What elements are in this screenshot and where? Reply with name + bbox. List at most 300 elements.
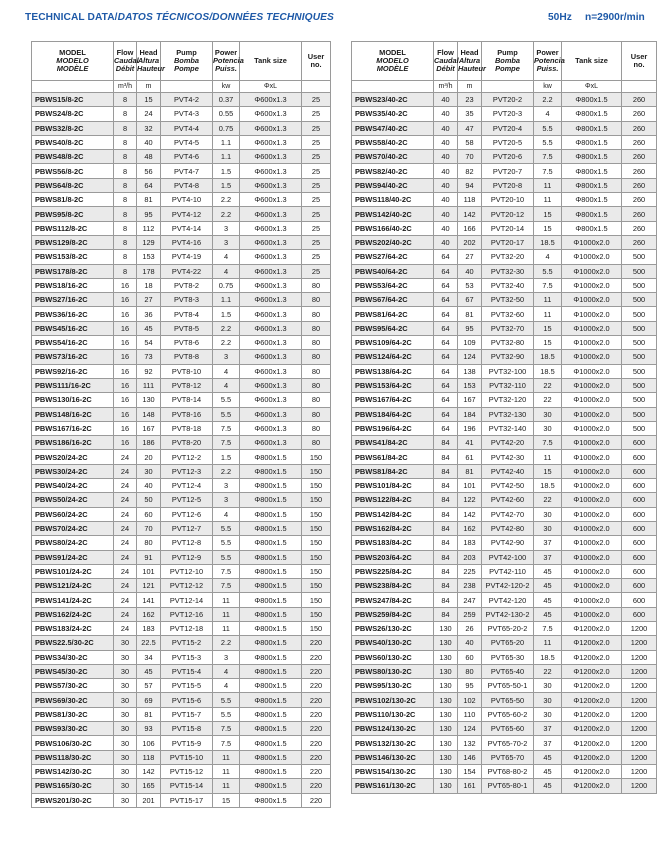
user-cell: 220 <box>302 722 331 736</box>
table-row <box>352 764 657 778</box>
header-head: Head Altura Hauteur <box>458 42 482 81</box>
frequency-label: 50Hz <box>548 12 572 23</box>
flow-cell: 130 <box>434 621 458 635</box>
tank-cell: Φ800x1.5 <box>240 479 302 493</box>
flow-cell: 130 <box>434 693 458 707</box>
flow-cell: 8 <box>114 221 137 235</box>
pump-cell: PVT12-6 <box>161 507 213 521</box>
user-cell: 80 <box>302 407 331 421</box>
table-row <box>352 693 657 707</box>
model-cell: PBWS18/16-2C <box>32 278 114 292</box>
user-cell: 600 <box>622 607 657 621</box>
pump-cell: PVT32-140 <box>482 421 534 435</box>
user-cell: 500 <box>622 364 657 378</box>
pump-cell: PVT15-14 <box>161 779 213 793</box>
head-cell: 102 <box>458 693 482 707</box>
model-cell: PBWS60/24-2C <box>32 507 114 521</box>
flow-cell: 40 <box>434 93 458 107</box>
head-cell: 32 <box>137 121 161 135</box>
pump-cell: PVT12-5 <box>161 493 213 507</box>
user-cell: 220 <box>302 707 331 721</box>
flow-cell: 130 <box>434 764 458 778</box>
head-cell: 53 <box>458 278 482 292</box>
pump-cell: PVT20-3 <box>482 107 534 121</box>
power-cell: 1.5 <box>213 307 240 321</box>
user-cell: 600 <box>622 450 657 464</box>
flow-cell: 64 <box>434 407 458 421</box>
model-cell: PBWS153/8-2C <box>32 250 114 264</box>
user-cell: 1200 <box>622 722 657 736</box>
model-cell: PBWS154/130-2C <box>352 764 434 778</box>
tank-cell: Φ600x1.3 <box>240 350 302 364</box>
table-row <box>32 164 331 178</box>
tank-cell: Φ1000x2.0 <box>562 278 622 292</box>
model-cell: PBWS122/84-2C <box>352 493 434 507</box>
head-cell: 45 <box>137 321 161 335</box>
head-cell: 142 <box>137 764 161 778</box>
tank-cell: Φ800x1.5 <box>240 636 302 650</box>
table-row <box>352 207 657 221</box>
head-cell: 58 <box>458 135 482 149</box>
table-row <box>352 307 657 321</box>
pump-cell: PVT65-40 <box>482 664 534 678</box>
table-row <box>32 521 331 535</box>
model-cell: PBWS22.5/30-2C <box>32 636 114 650</box>
power-cell: 3 <box>213 235 240 249</box>
pump-cell: PVT8-8 <box>161 350 213 364</box>
pump-cell: PVT8-5 <box>161 321 213 335</box>
head-cell: 23 <box>458 93 482 107</box>
user-cell: 600 <box>622 550 657 564</box>
tank-cell: Φ1200x2.0 <box>562 707 622 721</box>
pump-cell: PVT15-12 <box>161 764 213 778</box>
power-cell: 45 <box>534 750 562 764</box>
flow-cell: 24 <box>114 521 137 535</box>
tank-cell: Φ800x1.5 <box>562 93 622 107</box>
table-row <box>352 221 657 235</box>
pump-cell: PVT4-5 <box>161 135 213 149</box>
tank-cell: Φ1200x2.0 <box>562 779 622 793</box>
head-cell: 50 <box>137 493 161 507</box>
pump-cell: PVT8-10 <box>161 364 213 378</box>
table-row <box>32 779 331 793</box>
table-row <box>352 521 657 535</box>
tank-cell: Φ1000x2.0 <box>562 293 622 307</box>
table-row <box>352 479 657 493</box>
user-cell: 500 <box>622 293 657 307</box>
header-user: User no. <box>622 42 657 81</box>
power-cell: 7.5 <box>213 564 240 578</box>
flow-cell: 8 <box>114 250 137 264</box>
power-cell: 2.2 <box>534 93 562 107</box>
user-cell: 220 <box>302 779 331 793</box>
model-cell: PBWS50/24-2C <box>32 493 114 507</box>
flow-cell: 64 <box>434 278 458 292</box>
tank-cell: Φ800x1.5 <box>240 493 302 507</box>
model-cell: PBWS81/84-2C <box>352 464 434 478</box>
table-row <box>32 564 331 578</box>
flow-cell: 8 <box>114 107 137 121</box>
tank-cell: Φ600x1.3 <box>240 307 302 321</box>
table-row <box>32 707 331 721</box>
pump-cell: PVT12-7 <box>161 521 213 535</box>
head-cell: 196 <box>458 421 482 435</box>
model-cell: PBWS153/64-2C <box>352 378 434 392</box>
table-row <box>352 178 657 192</box>
header-pump: Pump Bomba Pompe <box>482 42 534 81</box>
flow-cell: 24 <box>114 450 137 464</box>
head-cell: 40 <box>458 264 482 278</box>
pump-cell: PVT15-2 <box>161 636 213 650</box>
head-cell: 82 <box>458 164 482 178</box>
table-row <box>32 121 331 135</box>
left-table-body <box>32 93 331 808</box>
flow-cell: 16 <box>114 336 137 350</box>
model-cell: PBWS166/40-2C <box>352 221 434 235</box>
power-cell: 15 <box>534 336 562 350</box>
pump-cell: PVT42-110 <box>482 564 534 578</box>
table-row <box>32 479 331 493</box>
user-cell: 1200 <box>622 679 657 693</box>
user-cell: 1200 <box>622 707 657 721</box>
user-cell: 260 <box>622 93 657 107</box>
head-cell: 225 <box>458 564 482 578</box>
head-cell: 154 <box>458 764 482 778</box>
table-row <box>352 707 657 721</box>
pump-cell: PVT12-4 <box>161 479 213 493</box>
head-cell: 18 <box>137 278 161 292</box>
user-cell: 220 <box>302 636 331 650</box>
tank-cell: Φ800x1.5 <box>240 607 302 621</box>
head-cell: 132 <box>458 736 482 750</box>
model-cell: PBWS40/64-2C <box>352 264 434 278</box>
pump-cell: PVT15-4 <box>161 664 213 678</box>
table-row <box>32 421 331 435</box>
head-cell: 110 <box>458 707 482 721</box>
tank-cell: Φ800x1.5 <box>562 164 622 178</box>
head-cell: 202 <box>458 235 482 249</box>
table-row <box>32 207 331 221</box>
model-cell: PBWS141/24-2C <box>32 593 114 607</box>
power-cell: 2.2 <box>213 464 240 478</box>
head-cell: 166 <box>458 221 482 235</box>
power-cell: 30 <box>534 407 562 421</box>
head-cell: 60 <box>458 650 482 664</box>
pump-cell: PVT8-14 <box>161 393 213 407</box>
head-cell: 165 <box>137 779 161 793</box>
pump-cell: PVT12-9 <box>161 550 213 564</box>
head-cell: 80 <box>458 664 482 678</box>
table-row <box>352 235 657 249</box>
tank-cell: Φ800x1.5 <box>240 579 302 593</box>
table-row <box>352 378 657 392</box>
power-cell: 18.5 <box>534 650 562 664</box>
power-cell: 3 <box>213 493 240 507</box>
power-cell: 0.55 <box>213 107 240 121</box>
pump-cell: PVT4-3 <box>161 107 213 121</box>
tank-cell: Φ600x1.3 <box>240 321 302 335</box>
tank-cell: Φ800x1.5 <box>240 464 302 478</box>
user-cell: 220 <box>302 736 331 750</box>
user-cell: 80 <box>302 350 331 364</box>
user-cell: 80 <box>302 421 331 435</box>
model-cell: PBWS82/40-2C <box>352 164 434 178</box>
flow-cell: 130 <box>434 650 458 664</box>
power-cell: 37 <box>534 536 562 550</box>
table-row <box>32 464 331 478</box>
table-row <box>352 421 657 435</box>
user-cell: 600 <box>622 436 657 450</box>
model-cell: PBWS130/16-2C <box>32 393 114 407</box>
pump-cell: PVT32-20 <box>482 250 534 264</box>
flow-cell: 8 <box>114 150 137 164</box>
model-cell: PBWS196/64-2C <box>352 421 434 435</box>
user-cell: 260 <box>622 207 657 221</box>
tank-cell: Φ600x1.3 <box>240 178 302 192</box>
tank-cell: Φ1000x2.0 <box>562 407 622 421</box>
flow-cell: 84 <box>434 593 458 607</box>
model-cell: PBWS91/24-2C <box>32 550 114 564</box>
title-main: TECHNICAL DATA/ <box>25 12 118 23</box>
page-header <box>0 0 672 34</box>
table-row <box>32 607 331 621</box>
pump-cell: PVT42-40 <box>482 464 534 478</box>
flow-cell: 64 <box>434 307 458 321</box>
head-cell: 94 <box>458 178 482 192</box>
tank-cell: Φ800x1.5 <box>240 521 302 535</box>
model-cell: PBWS45/16-2C <box>32 321 114 335</box>
power-cell: 7.5 <box>534 278 562 292</box>
power-cell: 4 <box>213 378 240 392</box>
head-cell: 24 <box>137 107 161 121</box>
flow-cell: 64 <box>434 336 458 350</box>
user-cell: 150 <box>302 550 331 564</box>
head-cell: 109 <box>458 336 482 350</box>
header-tank: Tank size <box>562 42 622 81</box>
power-cell: 4 <box>213 250 240 264</box>
table-row <box>32 250 331 264</box>
power-cell: 0.37 <box>213 93 240 107</box>
user-cell: 80 <box>302 336 331 350</box>
header-tank: Tank size <box>240 42 302 81</box>
user-cell: 80 <box>302 436 331 450</box>
model-cell: PBWS259/84-2C <box>352 607 434 621</box>
table-row <box>32 636 331 650</box>
model-cell: PBWS101/24-2C <box>32 564 114 578</box>
power-cell: 22 <box>534 493 562 507</box>
table-header-row <box>32 42 331 81</box>
tank-cell: Φ800x1.5 <box>240 707 302 721</box>
head-cell: 121 <box>137 579 161 593</box>
user-cell: 500 <box>622 393 657 407</box>
power-cell: 18.5 <box>534 350 562 364</box>
power-cell: 45 <box>534 564 562 578</box>
user-cell: 220 <box>302 750 331 764</box>
head-cell: 130 <box>137 393 161 407</box>
flow-cell: 16 <box>114 378 137 392</box>
user-cell: 150 <box>302 450 331 464</box>
model-cell: PBWS142/30-2C <box>32 764 114 778</box>
head-cell: 81 <box>458 307 482 321</box>
flow-cell: 84 <box>434 550 458 564</box>
table-row <box>352 293 657 307</box>
table-row <box>352 121 657 135</box>
table-row <box>32 321 331 335</box>
head-cell: 203 <box>458 550 482 564</box>
tank-cell: Φ800x1.5 <box>240 664 302 678</box>
table-row <box>32 507 331 521</box>
table-row <box>352 650 657 664</box>
header-user: User no. <box>302 42 331 81</box>
table-row <box>352 436 657 450</box>
user-cell: 260 <box>622 221 657 235</box>
unit-model <box>32 81 114 93</box>
model-cell: PBWS202/40-2C <box>352 235 434 249</box>
flow-cell: 8 <box>114 135 137 149</box>
model-cell: PBWS162/84-2C <box>352 521 434 535</box>
user-cell: 80 <box>302 307 331 321</box>
title-translations: DATOS TÉCNICOS/DONNÉES TECHNIQUES <box>117 12 334 23</box>
power-cell: 30 <box>534 693 562 707</box>
flow-cell: 130 <box>434 736 458 750</box>
flow-cell: 40 <box>434 178 458 192</box>
flow-cell: 84 <box>434 579 458 593</box>
tank-cell: Φ600x1.3 <box>240 393 302 407</box>
flow-cell: 84 <box>434 564 458 578</box>
tank-cell: Φ800x1.5 <box>240 450 302 464</box>
model-cell: PBWS183/24-2C <box>32 621 114 635</box>
user-cell: 80 <box>302 321 331 335</box>
head-cell: 57 <box>137 679 161 693</box>
table-row <box>352 250 657 264</box>
flow-cell: 130 <box>434 679 458 693</box>
power-cell: 45 <box>534 764 562 778</box>
table-row <box>352 736 657 750</box>
head-cell: 186 <box>137 436 161 450</box>
pump-cell: PVT32-60 <box>482 307 534 321</box>
pump-cell: PVT8-16 <box>161 407 213 421</box>
user-cell: 260 <box>622 193 657 207</box>
model-cell: PBWS30/24-2C <box>32 464 114 478</box>
table-row <box>32 264 331 278</box>
flow-cell: 40 <box>434 164 458 178</box>
model-cell: PBWS58/40-2C <box>352 135 434 149</box>
table-row <box>352 722 657 736</box>
pump-cell: PVT15-10 <box>161 750 213 764</box>
head-cell: 259 <box>458 607 482 621</box>
tank-cell: Φ800x1.5 <box>562 121 622 135</box>
user-cell: 500 <box>622 264 657 278</box>
unit-flow: m³/h <box>434 81 458 93</box>
pump-cell: PVT20-7 <box>482 164 534 178</box>
head-cell: 73 <box>137 350 161 364</box>
flow-cell: 130 <box>434 636 458 650</box>
user-cell: 260 <box>622 121 657 135</box>
unit-flow: m³/h <box>114 81 137 93</box>
pump-cell: PVT42-60 <box>482 493 534 507</box>
table-row <box>32 235 331 249</box>
pump-cell: PVT12-12 <box>161 579 213 593</box>
power-cell: 0.75 <box>213 121 240 135</box>
model-cell: PBWS15/8-2C <box>32 93 114 107</box>
head-cell: 118 <box>458 193 482 207</box>
table-row <box>32 693 331 707</box>
flow-cell: 16 <box>114 436 137 450</box>
power-cell: 2.2 <box>213 193 240 207</box>
model-cell: PBWS24/8-2C <box>32 107 114 121</box>
table-row <box>32 178 331 192</box>
table-row <box>352 321 657 335</box>
model-cell: PBWS70/40-2C <box>352 150 434 164</box>
pump-cell: PVT20-6 <box>482 150 534 164</box>
model-cell: PBWS23/40-2C <box>352 93 434 107</box>
model-cell: PBWS201/30-2C <box>32 793 114 807</box>
head-cell: 101 <box>458 479 482 493</box>
power-cell: 5.5 <box>534 121 562 135</box>
head-cell: 106 <box>137 736 161 750</box>
flow-cell: 40 <box>434 221 458 235</box>
tank-cell: Φ1000x2.0 <box>562 507 622 521</box>
tank-cell: Φ1200x2.0 <box>562 722 622 736</box>
table-row <box>32 736 331 750</box>
pump-cell: PVT42-120-2 <box>482 579 534 593</box>
user-cell: 150 <box>302 607 331 621</box>
tank-cell: Φ800x1.5 <box>240 593 302 607</box>
power-cell: 11 <box>213 593 240 607</box>
power-cell: 45 <box>534 593 562 607</box>
user-cell: 500 <box>622 250 657 264</box>
flow-cell: 24 <box>114 593 137 607</box>
model-cell: PBWS73/16-2C <box>32 350 114 364</box>
pump-cell: PVT8-2 <box>161 278 213 292</box>
table-row <box>32 150 331 164</box>
head-cell: 67 <box>458 293 482 307</box>
flow-cell: 8 <box>114 164 137 178</box>
head-cell: 162 <box>458 521 482 535</box>
unit-model <box>352 81 434 93</box>
tank-cell: Φ800x1.5 <box>240 736 302 750</box>
power-cell: 5.5 <box>213 407 240 421</box>
flow-cell: 64 <box>434 378 458 392</box>
model-cell: PBWS81/30-2C <box>32 707 114 721</box>
tank-cell: Φ1200x2.0 <box>562 679 622 693</box>
table-row <box>32 107 331 121</box>
flow-cell: 84 <box>434 450 458 464</box>
user-cell: 80 <box>302 293 331 307</box>
table-row <box>32 135 331 149</box>
pump-cell: PVT42-50 <box>482 479 534 493</box>
power-cell: 0.75 <box>213 278 240 292</box>
power-cell: 5.5 <box>213 550 240 564</box>
pump-cell: PVT4-10 <box>161 193 213 207</box>
unit-user <box>622 81 657 93</box>
tank-cell: Φ1200x2.0 <box>562 621 622 635</box>
units-row <box>32 81 331 93</box>
tank-cell: Φ800x1.5 <box>562 193 622 207</box>
model-cell: PBWS183/84-2C <box>352 536 434 550</box>
flow-cell: 24 <box>114 564 137 578</box>
model-cell: PBWS247/84-2C <box>352 593 434 607</box>
pump-cell: PVT42-100 <box>482 550 534 564</box>
power-cell: 11 <box>534 450 562 464</box>
flow-cell: 30 <box>114 722 137 736</box>
user-cell: 260 <box>622 150 657 164</box>
flow-cell: 24 <box>114 479 137 493</box>
table-row <box>352 135 657 149</box>
header-model: MODEL MODELO MODÈLE <box>352 42 434 81</box>
model-cell: PBWS80/24-2C <box>32 536 114 550</box>
power-cell: 2.2 <box>213 207 240 221</box>
